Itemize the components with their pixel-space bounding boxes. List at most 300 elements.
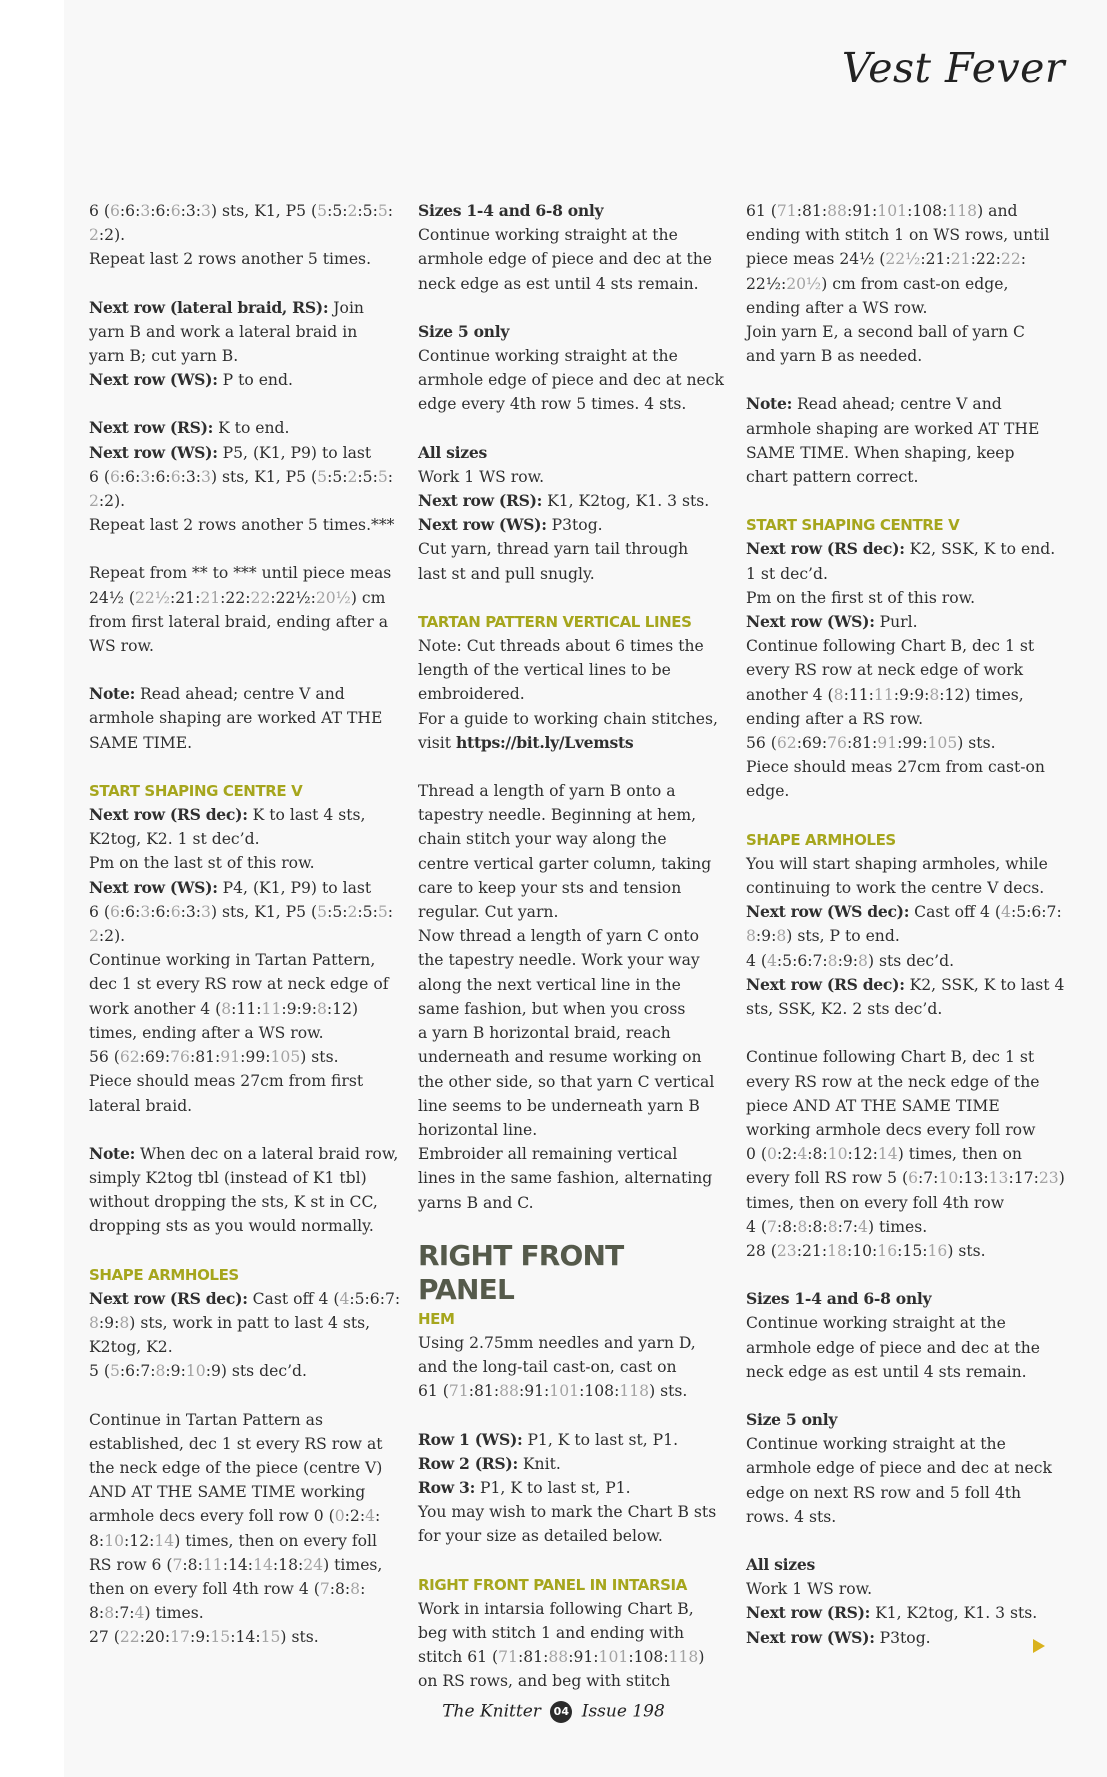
section-heading: TARTAN PATTERN VERTICAL LINES [418,612,692,631]
text-run: :20: [139,1628,171,1647]
page-footer [0,1701,1107,1723]
size-value: 4 [339,1289,350,1308]
size-value: 11 [873,685,894,704]
size-value: 62 [776,734,797,753]
section-heading: START SHAPING CENTRE V [746,516,960,535]
text-run: the tapestry needle. Work your way [418,951,700,970]
text-line [89,1069,395,1093]
text-line [746,924,1052,948]
text-run: :6: [119,467,141,486]
text-run: then on every foll 4th row 4 ( [89,1579,320,1598]
size-value: 3 [201,467,211,486]
text-run: :81: [189,1048,221,1067]
size-value: 8 [316,999,327,1018]
text-run: continuing to work the centre V decs. [746,879,1045,898]
text-line [89,296,395,320]
text-run: Piece should meas 27cm from cast-on [746,758,1045,777]
text-line [418,1142,724,1166]
text-run: length of the vertical lines to be [418,661,671,680]
bold-label: Next row (RS dec): [89,1288,248,1308]
text-line [746,586,1052,610]
text-line [418,1166,724,1190]
text-line [89,1142,399,1166]
text-run: :9: [837,951,859,970]
text-line [89,1625,395,1649]
text-run: :91: [846,202,878,220]
section-title: Vest Fever [841,44,1065,92]
text-line [418,1045,724,1069]
text-run: P3tog. [874,1628,931,1647]
text-run: horizontal line. [418,1120,538,1139]
text-run: ) sts. [300,1048,339,1067]
text-line [89,1456,395,1480]
text-run: Continue in Tartan Pattern as [89,1410,323,1429]
text-run: 4 ( [746,951,767,970]
text-run: ) sts. [957,734,996,753]
text-run: P1, K to last st, P1. [522,1430,679,1449]
text-run: dropping sts as you would normally. [89,1217,374,1236]
text-line [746,1577,1052,1601]
text-line [418,1331,724,1355]
text-line [746,1045,1052,1069]
size-value: 22 [119,1628,140,1647]
text-run: Repeat from ** to *** until piece meas [89,564,392,583]
size-value: 101 [877,202,908,220]
size-value: 2 [347,467,358,486]
bold-label: Sizes 1-4 and 6-8 only [418,201,604,220]
text-run: :81: [468,1382,500,1401]
bold-label: Sizes 1-4 and 6-8 only [746,1289,932,1309]
text-run: :14: [222,1555,254,1574]
bold-label: Next row (RS): [746,1603,871,1623]
text-line [746,997,1052,1021]
text-run: :6: [150,902,171,921]
text-run: Piece should meas 27cm from first [89,1072,364,1091]
size-value: 8 [221,999,232,1018]
size-value: 101 [549,1382,580,1401]
bold-label: Next row (WS): [89,877,218,897]
text-run: :108: [579,1382,620,1401]
text-run: ) [1058,1169,1065,1188]
text-run: P3tog. [546,516,603,535]
size-value: 6 [109,467,120,486]
bold-label: Next row (WS): [746,1627,875,1647]
paragraph [746,392,1052,489]
text-line [746,441,1052,465]
text-line [418,658,724,682]
text-line [746,1481,1052,1505]
bold-label: Next row (WS dec): [746,902,910,922]
text-line [746,973,1065,997]
text-line [418,948,724,972]
text-run: Read ahead; centre V and [135,685,345,704]
size-value: 6 [908,1169,918,1188]
text-run: armhole edge of piece and dec at the [746,1338,1040,1357]
size-value: 76 [827,734,847,753]
text-line [746,949,1052,973]
text-run: :81: [846,734,878,753]
text-run: K to end. [213,419,290,438]
text-run: K2, SSK, K to last 4 [904,975,1065,994]
text-line [418,272,724,296]
text-line [746,1215,1052,1239]
size-value: 8 [797,1217,808,1236]
text-line [418,1094,724,1118]
text-run: 28 ( [746,1241,777,1260]
text-run: 6 ( [89,202,110,220]
text-run: :18: [272,1555,304,1574]
text-line [746,344,1052,368]
size-value: 62 [119,1048,140,1067]
text-run: ) sts, K1, P5 ( [210,202,318,220]
text-run: a yarn B horizontal braid, reach [418,1024,671,1043]
text-line [418,1524,724,1548]
text-run: 24½ ( [89,588,135,607]
text-run: ) sts, work in patt to last 4 sts, [129,1313,371,1332]
text-run: :14: [230,1628,261,1647]
paragraph [746,1045,1065,1263]
text-run: beg with stitch 1 and ending with [418,1623,685,1642]
text-run: Repeat last 2 rows another 5 times. [89,250,372,269]
paragraph [746,1287,1052,1384]
text-run: yarns B and C. [418,1193,534,1212]
size-value: 21 [200,588,221,607]
text-run: every foll RS row 5 ( [746,1169,909,1188]
text-run: WS row. [89,637,154,656]
paragraph [418,441,724,586]
text-line [746,1505,1052,1529]
size-value: 14 [877,1145,898,1164]
text-run: 8: [89,1604,105,1623]
bold-label: Next row (RS dec): [746,539,905,559]
text-run: :21: [796,1241,828,1260]
text-line [746,900,1062,924]
size-value: 22 [1000,250,1021,269]
text-run: :22½: [270,588,316,607]
text-run: neck edge as est until 4 sts remain. [746,1362,1027,1381]
size-value: 16 [927,1241,948,1260]
text-line [418,731,724,755]
text-run: :91: [518,1382,550,1401]
size-value: 4 [797,1145,808,1164]
section-heading: RIGHT FRONT PANEL IN INTARSIA [418,1575,687,1594]
text-line [418,392,724,416]
text-run: visit [418,733,457,752]
text-line [746,731,1052,755]
text-run: :22: [970,250,1001,269]
text-run: ) times, then on every foll [174,1531,378,1550]
text-run: armhole edge of piece and dec at neck [418,371,724,390]
text-line [418,1379,724,1403]
text-run: chart pattern correct. [746,468,919,487]
text-line [746,1239,1052,1263]
text-run: 27 ( [89,1628,120,1647]
size-value: 8 [119,1313,130,1332]
text-line [418,1428,724,1452]
size-value: 3 [201,202,211,220]
text-run: Read ahead; centre V and [792,395,1002,414]
text-run: For a guide to working chain stitches, [418,709,718,728]
text-line [746,1311,1052,1335]
text-run: :11: [231,999,262,1018]
text-run: 6 ( [89,902,110,921]
size-value: 8 [89,1313,99,1332]
text-line [418,344,724,368]
text-line [89,368,395,392]
text-line [746,779,1052,803]
text-run: along the next vertical line in the [418,975,681,994]
size-value: 15 [260,1628,281,1647]
text-run: SAME TIME. [89,733,193,752]
text-line [89,513,395,537]
text-run: without dropping the sts, K st in CC, [89,1193,378,1212]
size-value: 5 [317,467,328,486]
size-value: 4 [766,951,777,970]
size-value: 24 [303,1555,324,1574]
text-line [746,755,1052,779]
text-run: ) [698,1648,705,1667]
text-run: ) sts, K1, P5 ( [210,902,318,921]
text-run: 56 ( [89,1048,120,1067]
text-line [746,199,1052,223]
text-run: ) sts. [947,1241,986,1260]
bold-label: Next row (RS dec): [89,805,248,825]
text-run: times, ending after a WS row. [89,1023,324,1042]
section-heading: START SHAPING CENTRE V [89,781,303,800]
bold-label: All sizes [746,1554,815,1574]
text-run: Continue working straight at the [418,347,678,366]
text-run: :5:6:7: [776,951,828,970]
text-run: :22: [220,588,251,607]
size-value: 118 [619,1382,650,1401]
text-run: :5:6:7: [349,1289,401,1308]
size-value: 6 [170,467,181,486]
text-line [89,1601,395,1625]
size-value: 88 [827,202,847,220]
text-run: Continue following Chart B, dec 1 st [746,1048,1035,1067]
text-run: last st and pull snugly. [418,564,595,583]
text-run: lateral braid. [89,1096,193,1115]
size-value: 3 [140,467,151,486]
text-run: P to end. [217,371,293,390]
text-run: : [387,202,394,220]
size-value: 10 [185,1362,206,1381]
text-run: :9: [189,1628,211,1647]
size-value: 5 [377,902,388,921]
text-line [89,997,395,1021]
paragraph [89,1287,401,1384]
paragraph [418,1331,724,1404]
panel-heading: RIGHT FRONT PANEL [418,1238,624,1306]
size-value: 118 [947,202,978,220]
text-run: :12) [326,999,359,1018]
paragraph [418,199,724,296]
text-run: ) times, [323,1555,383,1574]
text-line [418,1597,724,1621]
text-run: :21: [920,250,951,269]
text-run: Cast off 4 ( [909,903,1002,922]
text-line [418,1070,724,1094]
text-run: the other side, so that yarn C vertical [418,1072,715,1091]
size-value: 3 [140,902,151,921]
text-run: :99: [897,734,928,753]
text-run: every RS row at neck edge of work [746,661,1024,680]
text-run: ) cm from cast-on edge, [821,274,1009,293]
text-line [89,1287,401,1311]
size-value: 7 [766,1217,777,1236]
size-value: 20½ [786,274,822,293]
text-line [746,1553,1052,1577]
text-line [418,1645,724,1669]
text-run: Work 1 WS row. [746,1580,873,1599]
text-line [418,465,724,489]
text-run: work another 4 ( [89,999,222,1018]
text-run: : [387,902,394,921]
text-run: K1, K2tog, K1. 3 sts. [542,492,710,511]
text-run: regular. Cut yarn. [418,903,559,922]
size-value: 6 [109,902,120,921]
text-line [89,1166,395,1190]
text-run: Continue following Chart B, dec 1 st [746,637,1035,656]
text-run: :5: [327,202,348,220]
text-line [418,634,724,658]
text-run: Work 1 WS row. [418,467,545,486]
size-value: 14 [154,1531,175,1550]
text-line [89,1190,395,1214]
text-line [89,948,395,972]
text-line [89,634,395,658]
text-line [418,682,724,706]
paragraph [418,1597,724,1694]
text-line [89,199,395,223]
text-run: Continue working in Tartan Pattern, [89,951,376,970]
section-heading: SHAPE ARMHOLES [746,830,896,849]
text-line [418,1118,724,1142]
text-line [746,1432,1052,1456]
text-line [418,973,724,997]
text-line [418,562,724,586]
text-line [418,900,724,924]
size-value: 101 [598,1648,629,1667]
text-run: ) sts dec’d. [867,951,955,970]
text-line [418,320,724,344]
text-run: :9: [165,1362,186,1381]
paragraph [89,296,395,393]
text-run: ) sts. [649,1382,688,1401]
text-line [746,1166,1065,1190]
size-value: 16 [877,1241,898,1260]
text-run: ending after a RS row. [746,709,924,728]
text-run: Knit. [517,1454,561,1473]
size-value: 88 [548,1648,569,1667]
text-run: :5: [357,902,378,921]
bold-label: Next row (WS): [89,442,218,462]
size-value: 71 [448,1382,469,1401]
text-run: simply K2tog tbl (instead of K1 tbl) [89,1168,367,1187]
text-run: :2). [98,927,126,946]
size-value: 8 [746,927,756,946]
text-run: :7: [918,1169,939,1188]
paragraph [89,416,395,537]
magazine-name: The Knitter [442,1701,541,1722]
bold-label: Next row (WS): [746,612,875,632]
paragraph [89,803,395,1118]
size-value: 4 [134,1604,145,1623]
text-run: 61 ( [418,1382,449,1401]
column-1 [89,199,401,1674]
size-value: 20½ [315,588,351,607]
text-run: :9) sts dec’d. [205,1362,307,1381]
text-line [746,683,1052,707]
text-line [89,223,395,247]
text-run: Continue working straight at the [418,226,678,245]
size-value: 8 [833,685,844,704]
text-run: 8: [89,1531,105,1550]
text-run: P4, (K1, P9) to last [217,878,372,897]
text-run: from first lateral braid, ending after a [89,612,389,631]
bold-label: Next row (WS): [89,370,218,390]
text-run: piece AND AT THE SAME TIME [746,1096,1000,1115]
text-run: :5: [327,902,348,921]
text-run: chain stitch your way along the [418,830,667,849]
text-line [89,1311,395,1335]
text-line [89,561,395,585]
text-run: :6: [150,202,171,220]
text-run: :99: [240,1048,271,1067]
bold-label: Size 5 only [418,321,510,341]
text-run: 56 ( [746,734,777,753]
text-line [89,247,395,271]
text-run: :69: [139,1048,171,1067]
size-value: 76 [170,1048,190,1067]
text-run: Join [328,298,364,317]
paragraph [746,199,1052,368]
text-run: ending after a WS row. [746,298,928,317]
paragraph [418,320,724,417]
text-line [418,199,724,223]
paragraph [746,1553,1052,1650]
text-run: K to last 4 sts, [247,806,366,825]
text-run: Continue working straight at the [746,1435,1006,1454]
text-line [418,876,724,900]
paragraph [746,537,1056,803]
text-line [418,707,724,731]
text-run: Purl. [874,613,918,632]
text-run: :3: [180,202,202,220]
text-run: :8: [807,1217,828,1236]
text-run: for your size as detailed below. [418,1527,663,1546]
text-run: 5 ( [89,1362,110,1381]
size-value: 4 [365,1507,376,1526]
text-run: Cut yarn, thread yarn tail through [418,540,689,559]
text-line [746,658,1052,682]
text-run: Now thread a length of yarn C onto [418,927,699,946]
text-run: the neck edge of the piece (centre V) [89,1458,383,1477]
text-run: ) times. [144,1604,204,1623]
text-run: P1, K to last st, P1. [475,1478,631,1497]
text-run: K2, SSK, K to end. [904,540,1056,559]
size-value: 88 [499,1382,519,1401]
text-line [89,706,395,730]
section-heading: HEM [418,1309,455,1328]
size-value: 8 [776,927,787,946]
text-run: : [360,1579,366,1598]
text-line [89,1553,395,1577]
size-value: 0 [766,1145,777,1164]
text-run: armhole edge of piece and dec at the [418,250,712,269]
text-run: SAME TIME. When shaping, keep [746,443,1015,462]
text-line [89,1045,395,1069]
